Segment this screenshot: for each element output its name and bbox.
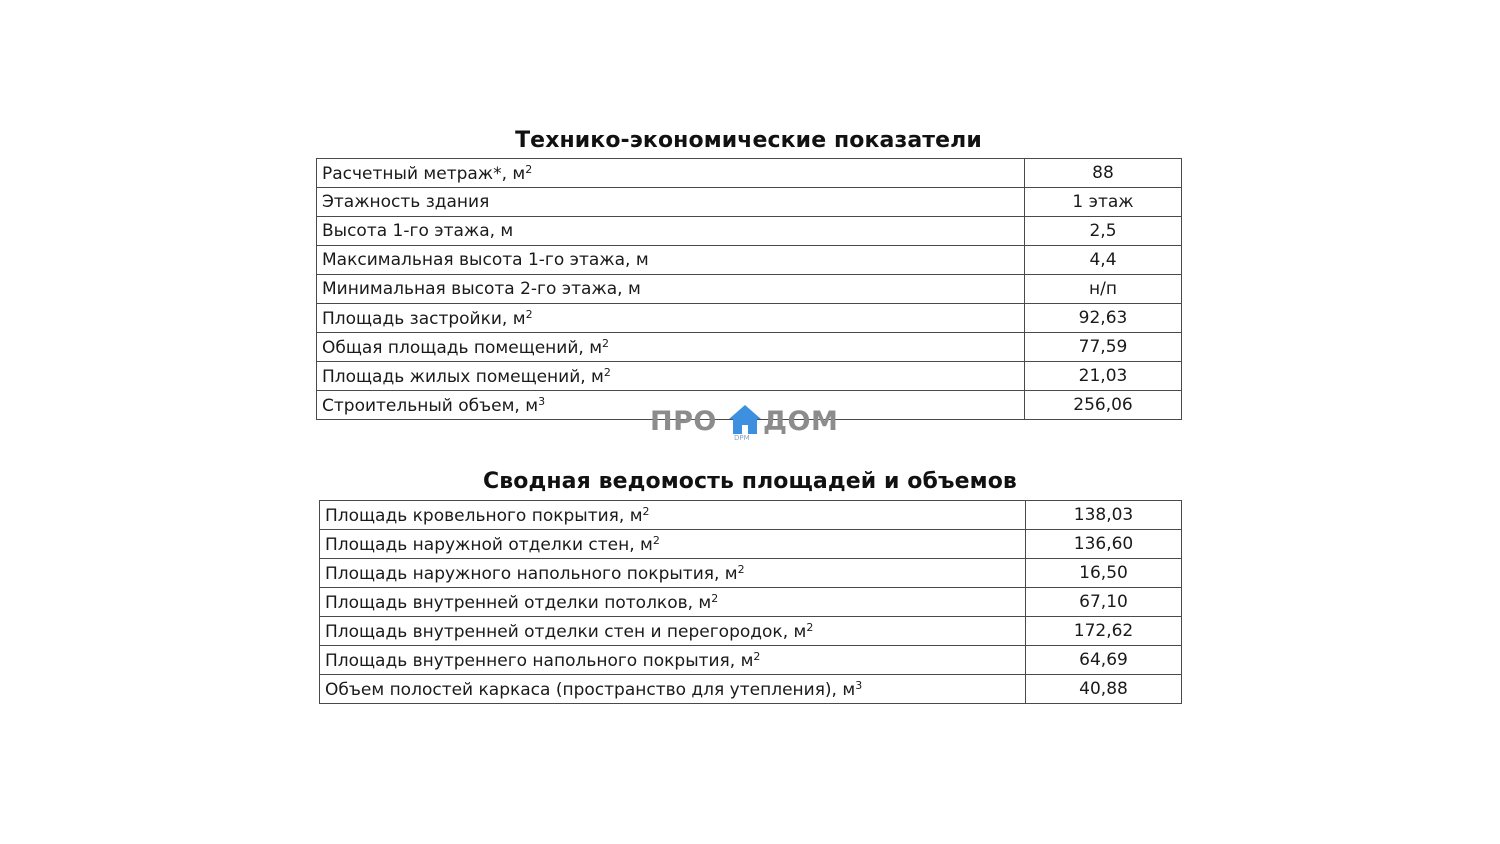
- row-label-cell: [317, 188, 1025, 217]
- row-label-cell: [320, 675, 1026, 704]
- row-value: 40,88: [1026, 675, 1182, 704]
- row-value: 67,10: [1026, 588, 1182, 617]
- row-label: Площадь застройки, м: [322, 308, 526, 329]
- unit-exponent: 3: [538, 394, 546, 408]
- unit-exponent: 2: [652, 533, 660, 547]
- row-label: Максимальная высота 1-го этажа, м: [322, 250, 649, 270]
- watermark-text-right: ДОМ: [763, 406, 839, 437]
- row-label-cell: [320, 646, 1026, 675]
- unit-exponent: 2: [602, 336, 610, 350]
- row-value: 4,4: [1025, 246, 1182, 275]
- table-row: [320, 501, 1182, 530]
- unit-exponent: 3: [855, 678, 863, 692]
- unit-exponent: 2: [737, 562, 745, 576]
- unit-exponent: 2: [753, 649, 761, 663]
- unit-exponent: 2: [525, 307, 533, 321]
- row-value: 1 этаж: [1025, 188, 1182, 217]
- row-label: Площадь наружного напольного покрытия, м: [325, 563, 738, 584]
- table-row: [317, 362, 1182, 391]
- row-label: Строительный объем, м: [322, 395, 539, 416]
- unit-exponent: 2: [711, 591, 719, 605]
- row-label: Минимальная высота 2-го этажа, м: [322, 279, 641, 299]
- table-row: [320, 646, 1182, 675]
- table-row: [320, 588, 1182, 617]
- unit-exponent: 2: [603, 365, 611, 379]
- row-label: Площадь наружной отделки стен, м: [325, 534, 653, 555]
- row-label-cell: [317, 275, 1025, 304]
- watermark-subtext: DPM: [734, 434, 750, 442]
- unit-exponent: 2: [806, 620, 814, 634]
- row-label: Высота 1-го этажа, м: [322, 221, 514, 241]
- table-row: [317, 304, 1182, 333]
- table1-title: Технико-экономические показатели: [515, 128, 982, 153]
- table-row: [317, 275, 1182, 304]
- row-label-cell: [317, 159, 1025, 188]
- row-label: Площадь внутренней отделки потолков, м: [325, 592, 712, 613]
- row-value: н/п: [1025, 275, 1182, 304]
- row-value: 136,60: [1026, 530, 1182, 559]
- row-value: 16,50: [1026, 559, 1182, 588]
- row-label-cell: [317, 246, 1025, 275]
- row-value: 77,59: [1025, 333, 1182, 362]
- row-value: 21,03: [1025, 362, 1182, 391]
- row-label-cell: [320, 501, 1026, 530]
- row-value: 2,5: [1025, 217, 1182, 246]
- row-label: Этажность здания: [322, 192, 490, 212]
- table-row: [320, 617, 1182, 646]
- table-row: [317, 217, 1182, 246]
- row-label-cell: [317, 217, 1025, 246]
- row-label-cell: [320, 559, 1026, 588]
- row-label-cell: [317, 333, 1025, 362]
- row-label: Объем полостей каркаса (пространство для утепления), м: [325, 679, 856, 700]
- row-value: 138,03: [1026, 501, 1182, 530]
- row-label: Площадь жилых помещений, м: [322, 366, 604, 387]
- technical-indicators-table: [316, 158, 1182, 420]
- row-value: 88: [1025, 159, 1182, 188]
- areas-volumes-table: [319, 500, 1182, 704]
- row-label-cell: [320, 617, 1026, 646]
- row-label-cell: [320, 530, 1026, 559]
- row-value: 64,69: [1026, 646, 1182, 675]
- table-row: [320, 530, 1182, 559]
- row-value: 172,62: [1026, 617, 1182, 646]
- row-value: 256,06: [1025, 391, 1182, 420]
- watermark-text-left: ПРО: [650, 406, 717, 437]
- row-label-cell: [320, 588, 1026, 617]
- table-row: [320, 559, 1182, 588]
- row-label: Расчетный метраж*, м: [322, 163, 526, 184]
- table-row: [317, 333, 1182, 362]
- row-label: Площадь внутренней отделки стен и перегородок, м: [325, 621, 807, 642]
- row-label: Площадь кровельного покрытия, м: [325, 505, 643, 526]
- table-row: [320, 675, 1182, 704]
- row-label: Площадь внутреннего напольного покрытия, м: [325, 650, 754, 671]
- row-label-cell: [317, 304, 1025, 333]
- table2-title: Сводная ведомость площадей и объемов: [483, 469, 1017, 494]
- prodom-watermark-logo: [650, 403, 850, 445]
- row-value: 92,63: [1025, 304, 1182, 333]
- row-label: Общая площадь помещений, м: [322, 337, 603, 358]
- unit-exponent: 2: [642, 504, 650, 518]
- table-row: [317, 246, 1182, 275]
- house-icon: [728, 403, 762, 437]
- row-label-cell: [317, 362, 1025, 391]
- table-row: [317, 188, 1182, 217]
- unit-exponent: 2: [525, 162, 533, 176]
- table-row: [317, 159, 1182, 188]
